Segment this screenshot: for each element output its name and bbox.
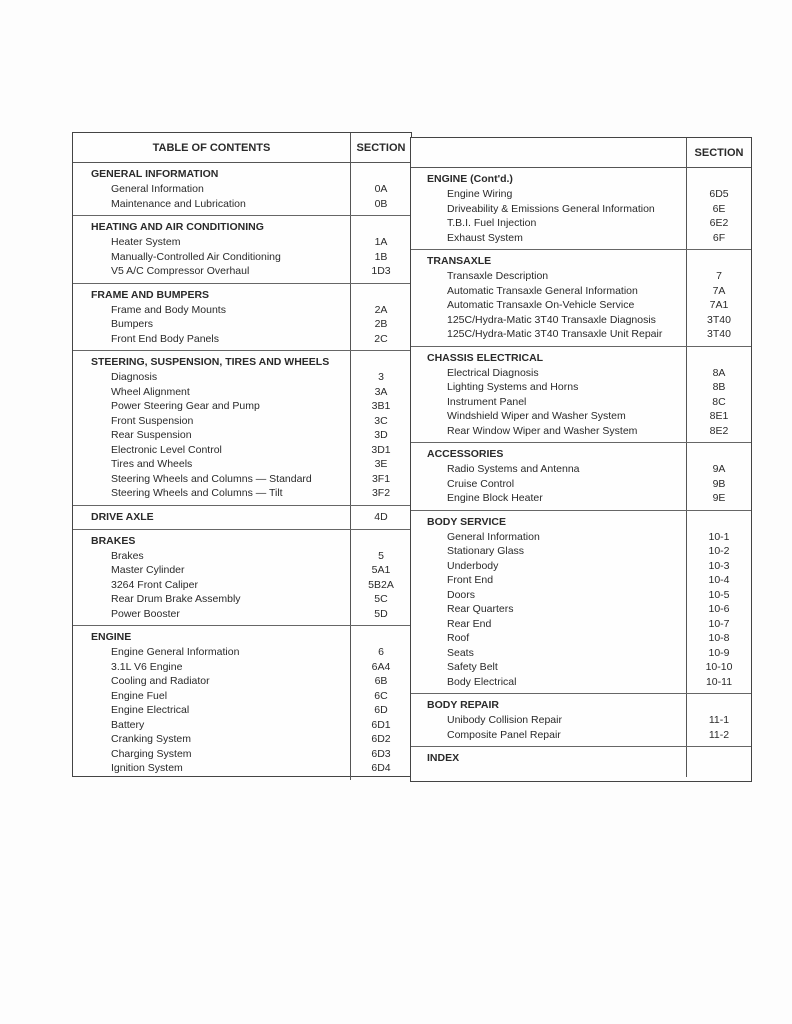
toc-item[interactable]: Master Cylinder	[111, 564, 185, 576]
section-code: 10-11	[705, 675, 733, 688]
group-sections	[686, 347, 751, 443]
group-names	[411, 168, 686, 249]
toc-item[interactable]: General Information	[447, 530, 540, 543]
group-names	[411, 511, 686, 694]
toc-group	[411, 168, 751, 250]
section-code: 5B2A	[368, 578, 394, 591]
section-code: 6D1	[371, 718, 391, 731]
section-code: 9A	[712, 463, 726, 475]
group-title[interactable]: INDEX	[427, 752, 460, 764]
section-code: 6D2	[371, 733, 391, 745]
section-code: 0A	[374, 183, 388, 195]
section-code: 6E2	[709, 217, 729, 229]
group-names	[73, 530, 350, 626]
group-title[interactable]: DRIVE AXLE	[91, 510, 154, 523]
group-names	[411, 443, 686, 510]
group-names	[411, 250, 686, 346]
toc-item[interactable]: Engine Block Heater	[447, 492, 543, 504]
toc-group	[411, 443, 751, 511]
section-code: 3T40	[707, 313, 731, 326]
section-code: 6D4	[371, 762, 391, 774]
toc-item[interactable]: Seats	[447, 646, 474, 659]
section-code: 3A	[374, 385, 388, 398]
toc-item[interactable]: 125C/Hydra-Matic 3T40 Transaxle Diagnosis	[447, 313, 656, 326]
section-code: 3C	[374, 414, 388, 427]
toc-item[interactable]: Manually-Controlled Air Conditioning	[111, 250, 281, 263]
section-header: SECTION	[686, 138, 751, 167]
group-title[interactable]: CHASSIS ELECTRICAL	[427, 351, 544, 364]
toc-item[interactable]: Body Electrical	[447, 675, 517, 688]
section-code: 11-2	[708, 728, 730, 741]
toc-item[interactable]: T.B.I. Fuel Injection	[447, 217, 537, 229]
section-code: 0B	[374, 197, 388, 210]
section-code: 7A	[712, 284, 726, 297]
toc-item[interactable]: Tires and Wheels	[111, 458, 193, 470]
toc-item[interactable]: Rear Quarters	[447, 603, 514, 615]
toc-item[interactable]: Composite Panel Repair	[447, 728, 561, 741]
group-title[interactable]: BRAKES	[91, 534, 136, 547]
section-code: 8E1	[709, 410, 729, 422]
toc-item[interactable]: Maintenance and Lubrication	[111, 197, 246, 210]
section-code: 10-8	[708, 632, 730, 644]
section-code: 2A	[374, 303, 388, 316]
section-code: 5	[378, 549, 384, 562]
group-title[interactable]: STEERING, SUSPENSION, TIRES AND WHEELS	[91, 356, 330, 368]
section-code: 10-10	[705, 661, 733, 673]
group-title[interactable]: BODY REPAIR	[427, 699, 499, 711]
toc-item[interactable]: Driveability & Emissions General Information	[447, 202, 655, 215]
group-names	[73, 163, 350, 215]
section-code: 9E	[712, 492, 726, 504]
toc-group	[73, 530, 411, 627]
section-code: 6	[378, 646, 384, 658]
section-code: 5A1	[371, 564, 391, 576]
toc-item[interactable]: Instrument Panel	[447, 395, 527, 408]
toc-group	[73, 216, 411, 284]
toc-item[interactable]: Engine Wiring	[447, 188, 513, 200]
section-code: 2B	[374, 318, 388, 330]
section-code: 6C	[374, 689, 388, 702]
group-title[interactable]: TRANSAXLE	[427, 255, 492, 267]
toc-item[interactable]: Front Suspension	[111, 414, 194, 427]
toc-item[interactable]: Heater System	[111, 236, 181, 248]
toc-item[interactable]: Stationary Glass	[447, 545, 525, 557]
toc-item[interactable]: Transaxle Description	[447, 270, 549, 282]
section-code: 3T40	[707, 328, 731, 340]
group-title[interactable]: ENGINE	[91, 631, 132, 643]
section-header: SECTION	[350, 133, 411, 162]
toc-item[interactable]: Rear Suspension	[111, 429, 192, 441]
section-code: 10-1	[708, 530, 730, 543]
section-code: 7A1	[709, 299, 729, 311]
toc-item[interactable]: Brakes	[111, 549, 144, 562]
toc-group	[411, 250, 751, 347]
toc-item[interactable]: Underbody	[447, 559, 499, 572]
toc-item[interactable]: Cruise Control	[447, 477, 515, 490]
toc-item[interactable]: Windshield Wiper and Washer System	[447, 410, 626, 422]
section-code: 6A4	[371, 660, 391, 673]
group-names	[411, 694, 686, 746]
section-code: 8A	[712, 366, 726, 379]
toc-group	[73, 351, 411, 506]
section-code: 3E	[374, 458, 388, 470]
toc-title-blank	[411, 138, 686, 167]
toc-group	[411, 747, 751, 777]
section-code: 9B	[712, 477, 726, 490]
toc-item[interactable]: Engine Fuel	[111, 689, 168, 702]
toc-item[interactable]: Radio Systems and Antenna	[447, 463, 580, 475]
toc-item[interactable]: Power Booster	[111, 607, 180, 620]
toc-item[interactable]: General Information	[111, 183, 204, 195]
section-code: 8E2	[709, 424, 729, 437]
group-title[interactable]: HEATING AND AIR CONDITIONING	[91, 221, 264, 233]
section-code: 5C	[374, 593, 388, 605]
toc-item[interactable]: Safety Belt	[447, 661, 498, 673]
group-names	[73, 506, 350, 529]
section-code: 10-4	[708, 574, 730, 586]
section-code: 3	[378, 371, 384, 383]
toc-item[interactable]: Diagnosis	[111, 371, 158, 383]
section-code: 6D3	[371, 747, 391, 760]
section-code: 10-5	[708, 588, 730, 601]
toc-item[interactable]: 3.1L V6 Engine	[111, 660, 183, 673]
toc-item[interactable]: 125C/Hydra-Matic 3T40 Transaxle Unit Repair	[447, 328, 663, 340]
toc-item[interactable]: Ignition System	[111, 762, 183, 774]
toc-group	[73, 163, 411, 216]
section-code: 4D	[374, 510, 388, 523]
section-code: 3F2	[371, 487, 391, 499]
group-sections	[686, 443, 751, 510]
group-names	[411, 747, 686, 777]
section-code: 6D	[374, 704, 388, 716]
section-code: 8B	[712, 381, 726, 393]
group-names	[73, 284, 350, 351]
toc-group	[411, 347, 751, 444]
toc-item[interactable]: V5 A/C Compressor Overhaul	[111, 265, 250, 277]
group-sections	[350, 163, 411, 215]
toc-item[interactable]: Exhaust System	[447, 231, 523, 244]
toc-group	[73, 626, 411, 780]
toc-item[interactable]: Wheel Alignment	[111, 385, 190, 398]
section-code: 1B	[374, 250, 388, 263]
toc-item[interactable]: Front End Body Panels	[111, 332, 219, 345]
toc-item[interactable]: 3264 Front Caliper	[111, 578, 198, 591]
section-code: 6D5	[709, 188, 729, 200]
section-code: 3B1	[371, 400, 391, 412]
toc-item[interactable]: Engine Electrical	[111, 704, 190, 716]
section-code: 8C	[712, 395, 726, 408]
toc-item[interactable]: Doors	[447, 588, 476, 601]
group-sections	[350, 351, 411, 505]
section-code: 10-6	[708, 603, 730, 615]
group-sections	[350, 506, 411, 529]
toc-item[interactable]: Power Steering Gear and Pump	[111, 400, 260, 412]
section-code: 3D1	[371, 443, 391, 456]
group-sections	[686, 250, 751, 346]
toc-item[interactable]: Automatic Transaxle General Information	[447, 284, 638, 297]
section-code: 10-7	[708, 617, 730, 630]
toc-group	[411, 694, 751, 747]
group-names	[73, 216, 350, 283]
toc-item[interactable]: Bumpers	[111, 318, 154, 330]
toc-item[interactable]: Rear Drum Brake Assembly	[111, 593, 241, 605]
toc-item[interactable]: Lighting Systems and Horns	[447, 381, 579, 393]
section-code: 10-9	[708, 646, 730, 659]
section-code: 3F1	[371, 472, 391, 485]
toc-item[interactable]: Engine General Information	[111, 646, 240, 658]
toc-item[interactable]: Frame and Body Mounts	[111, 303, 226, 316]
section-code: 10-2	[708, 545, 730, 557]
table-header	[411, 138, 751, 168]
group-title[interactable]: ENGINE (Cont'd.)	[427, 173, 513, 185]
group-sections	[350, 626, 411, 780]
group-names	[73, 351, 350, 505]
group-sections	[686, 511, 751, 694]
group-sections	[350, 216, 411, 283]
section-code: 6E	[712, 202, 726, 215]
toc-item[interactable]: Unibody Collision Repair	[447, 714, 562, 726]
group-title[interactable]: GENERAL INFORMATION	[91, 168, 219, 180]
group-title[interactable]: BODY SERVICE	[427, 515, 506, 528]
section-code: 6B	[374, 675, 388, 687]
section-code: 10-3	[708, 559, 730, 572]
toc-group	[73, 284, 411, 352]
section-code: 6F	[712, 231, 726, 244]
toc-item[interactable]: Roof	[447, 632, 470, 644]
section-code: 2C	[374, 332, 388, 345]
toc-item[interactable]: Charging System	[111, 747, 192, 760]
toc-item[interactable]: Steering Wheels and Columns — Standard	[111, 472, 312, 485]
table-header	[73, 133, 411, 163]
toc-item[interactable]: Front End	[447, 574, 494, 586]
section-code: 1D3	[371, 265, 391, 277]
group-title[interactable]: FRAME AND BUMPERS	[91, 288, 210, 301]
group-sections	[350, 284, 411, 351]
section-code: 5D	[374, 607, 388, 620]
section-code: 11-1	[708, 714, 730, 726]
toc-item[interactable]: Electronic Level Control	[111, 443, 222, 456]
group-sections	[686, 694, 751, 746]
group-names	[411, 347, 686, 443]
toc-group	[411, 511, 751, 695]
toc-item[interactable]: Battery	[111, 718, 145, 731]
toc-item[interactable]: Electrical Diagnosis	[447, 366, 539, 379]
section-code: 7	[716, 270, 722, 282]
group-sections	[350, 530, 411, 626]
section-code: 3D	[374, 429, 388, 441]
group-names	[73, 626, 350, 780]
toc-item[interactable]: Rear End	[447, 617, 492, 630]
group-sections	[686, 168, 751, 249]
toc-item[interactable]: Cooling and Radiator	[111, 675, 210, 687]
toc-title: TABLE OF CONTENTS	[152, 141, 271, 154]
toc-group	[73, 506, 411, 530]
toc-item[interactable]: Rear Window Wiper and Washer System	[447, 424, 638, 437]
group-sections	[686, 747, 751, 777]
toc-item[interactable]: Cranking System	[111, 733, 191, 745]
toc-item[interactable]: Automatic Transaxle On-Vehicle Service	[447, 299, 635, 311]
section-code: 1A	[374, 236, 388, 248]
toc-table-right	[410, 137, 752, 782]
group-title[interactable]: ACCESSORIES	[427, 448, 504, 460]
toc-item[interactable]: Steering Wheels and Columns — Tilt	[111, 487, 283, 499]
toc-table-left	[72, 132, 412, 777]
